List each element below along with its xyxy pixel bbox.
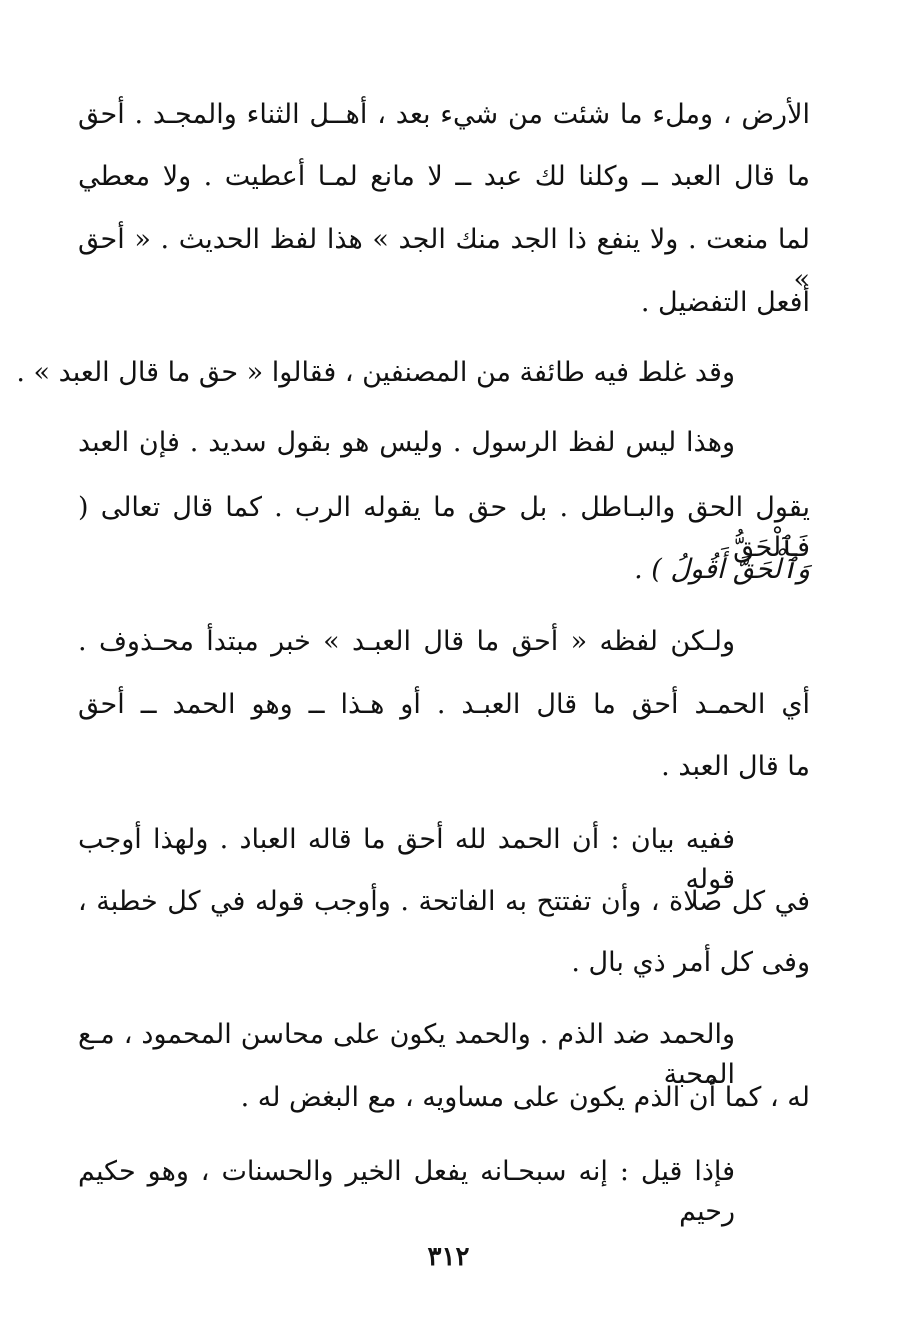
- page-body: [16, 95, 810, 1227]
- text-line: ولـكن لفظه « أحق ما قال العبـد » خبر مبتدأ محـذوف .: [78, 626, 735, 657]
- text-line: له ، كما أن الذم يكون على مساويه ، مع البغض له .: [240, 1082, 810, 1113]
- text-line: يقول الحق والبـاطل . بل حق ما يقوله الرب . كما قال تعالى ( فَٱلْحَقُّ: [78, 492, 810, 563]
- text-line: وهذا ليس لفظ الرسول . وليس هو بقول سديد . فإن العبد: [78, 427, 735, 458]
- text-line: فإذا قيل : إنه سبحـانه يفعل الخير والحسنات ، وهو حكيم رحيم: [78, 1156, 735, 1227]
- text-line: ففيه بيان : أن الحمد لله أحق ما قاله العباد . ولهذا أوجب قوله: [78, 824, 735, 895]
- text-line: ما قال العبد .: [661, 751, 810, 782]
- text-line: وفى كل أمر ذي بال .: [571, 947, 810, 978]
- text-line: والحمد ضد الذم . والحمد يكون على محاسن المحمود ، مـع المحبة: [78, 1019, 735, 1090]
- page-number: ٣١٢: [427, 1242, 470, 1272]
- text-line: أي الحمـد أحق ما قال العبـد . أو هـذا ــ وهو الحمد ــ أحق: [78, 689, 810, 720]
- text-line: أفعل التفضيل .: [640, 287, 810, 318]
- text-line: وقد غلط فيه طائفة من المصنفين ، فقالوا « حق ما قال العبد » .: [16, 357, 735, 388]
- quran-verse-line: وَٱلْحَقَّ أَقُولُ ) .: [634, 554, 810, 585]
- text-line: ما قال العبد ــ وكلنا لك عبد ــ لا مانع لمـا أعطيت . ولا معطي: [78, 161, 810, 192]
- text-line: لما منعت . ولا ينفع ذا الجد منك الجد » هذا لفظ الحديث . « أحق »: [78, 224, 810, 295]
- text-line: في كل صلاة ، وأن تفتتح به الفاتحة . وأوجب قوله في كل خطبة ،: [78, 886, 810, 917]
- text-line: الأرض ، وملء ما شئت من شيء بعد ، أهــل الثناء والمجـد . أحق: [78, 99, 810, 130]
